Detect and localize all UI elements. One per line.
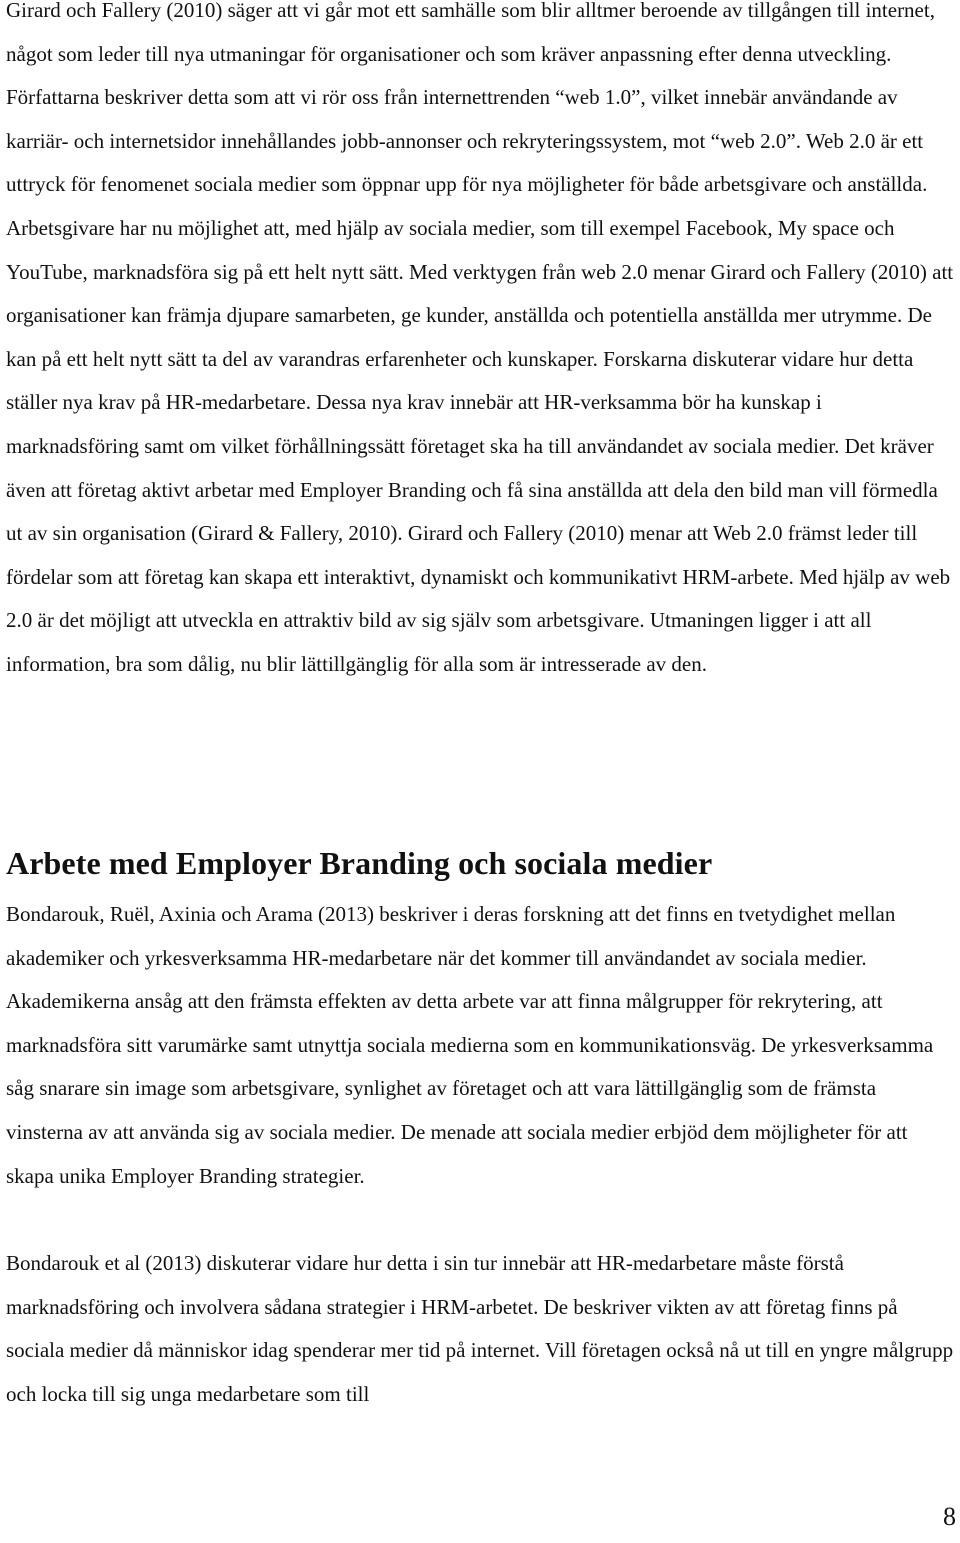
- body-paragraph: Girard och Fallery (2010) säger att vi går mot ett samhälle som blir alltmer beroende av tillgången till internet, något som leder till nya utmaningar för organisationer och som kräver anpassning efter denna utveckling. Författarna beskriver detta som att vi rör oss från internettrenden “web 1.0”, vilket innebär användande av karriär- och internetsidor innehållandes jobb-annonser och rekryteringssystem, mot “web 2.0”. Web 2.0 är ett uttryck för fenomenet sociala medier som öppnar upp för nya möjligheter för både arbetsgivare och anställda. Arbetsgivare har nu möjlighet att, med hjälp av sociala medier, som till exempel Facebook, My space och YouTube, marknadsföra sig på ett helt nytt sätt. Med verktygen från web 2.0 menar Girard och Fallery (2010) att organisationer kan främja djupare samarbeten, ge kunder, anställda och potentiella anställda mer utrymme. De kan på ett helt nytt sätt ta del av varandras erfarenheter och kunskaper. Forskarna diskuterar vidare hur detta ställer nya krav på HR-medarbetare. Dessa nya krav innebär att HR-verksamma bör ha kunskap i marknadsföring samt om vilket förhållningssätt företaget ska ha till användandet av sociala medier. Det kräver även att företag aktivt arbetar med Employer Branding och få sina anställda att dela den bild man vill förmedla ut av sin organisation (Girard & Fallery, 2010). Girard och Fallery (2010) menar att Web 2.0 främst leder till fördelar som att företag kan skapa ett interaktivt, dynamiskt och kommunikativt HRM-arbete. Med hjälp av web 2.0 är det möjligt att utveckla en attraktiv bild av sig själv som arbetsgivare. Utmaningen ligger i att all information, bra som dålig, nu blir lättillgänglig för alla som är intresserade av den.: [6, 0, 954, 676]
- page-number: 8: [943, 1502, 956, 1531]
- section-heading: Arbete med Employer Branding och sociala medier: [6, 845, 713, 881]
- body-paragraph: Bondarouk et al (2013) diskuterar vidare hur detta i sin tur innebär att HR-medarbetare måste förstå marknadsföring och involvera sådana strategier i HRM-arbetet. De beskriver vikten av att företag finns på sociala medier då människor idag spenderar mer tid på internet. Vill företagen också nå ut till en yngre målgrupp och locka till sig unga medarbetare som till: [6, 1251, 954, 1406]
- body-paragraph: Bondarouk, Ruël, Axinia och Arama (2013) beskriver i deras forskning att det finns en tvetydighet mellan akademiker och yrkesverksamma HR-medarbetare när det kommer till användandet av sociala medier. Akademikerna ansåg att den främsta effekten av detta arbete var att finna målgrupper för rekrytering, att marknadsföra sitt varumärke samt utnyttja sociala medierna som en kommunikationsväg. De yrkesverksamma såg snarare sin image som arbetsgivare, synlighet av företaget och att vara lättillgänglig som de främsta vinsterna av att använda sig av sociala medier. De menade att sociala medier erbjöd dem möjligheter för att skapa unika Employer Branding strategier.: [6, 902, 934, 1188]
